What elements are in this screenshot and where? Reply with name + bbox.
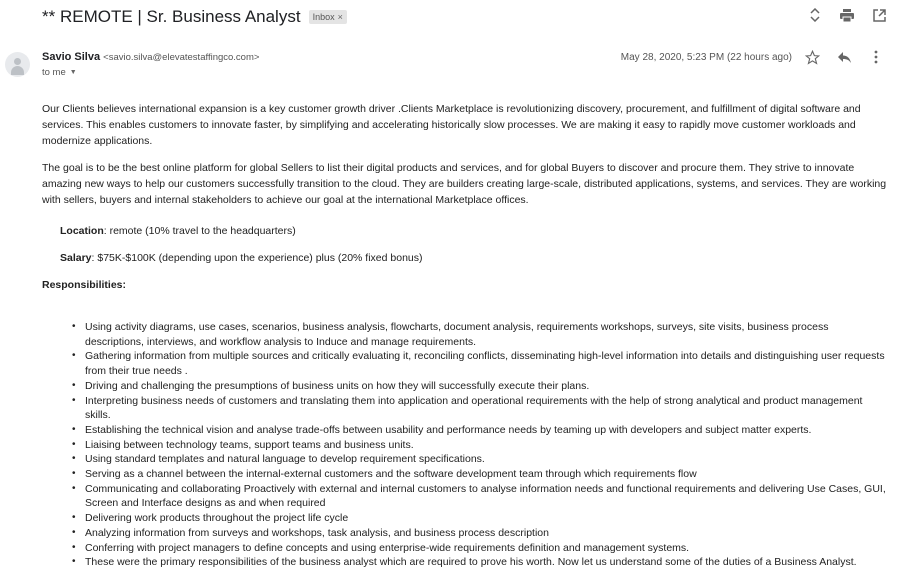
list-item: • Delivering work products throughout the project life cycle — [85, 511, 890, 526]
intro-paragraph: Our Clients believes international expansion is a key customer growth driver .Clients Marketplace is revolutionizing discovery, procurement, and fulfillment of digital software and services. This enables customers to innovate faster, by simplifying and accelerating historically slow processes. We are making it easy to rapidly move customer workloads and modernize applications. — [42, 103, 861, 147]
subject-row — [42, 6, 347, 28]
message-date: May 28, 2020, 5:23 PM (22 hours ago) — [620, 52, 792, 63]
recipient-details[interactable] — [42, 67, 77, 78]
email-subject: ** REMOTE | Sr. Business Analyst — [42, 7, 301, 26]
location-value: : remote (10% travel to the headquarters) — [103, 225, 296, 237]
location-line — [60, 223, 890, 239]
list-item: • Interpreting business needs of customers and translating them into application and operational requirements with the help of strong analytical and product management skills. — [85, 394, 890, 423]
list-item: • Using activity diagrams, use cases, scenarios, business analysis, flowcharts, document analysis, requirements workshops, surveys, site visits, business process descriptions, interviews, and workflow analysis to Induce and manage requirements. — [85, 320, 890, 349]
star-icon[interactable] — [804, 49, 820, 65]
sender-name[interactable]: Savio Silva — [42, 51, 101, 63]
sender-info — [42, 51, 259, 63]
avatar-head-shape — [14, 58, 21, 65]
goal-paragraph: The goal is to be the best online platform for global Sellers to list their digital products and services, and for global Buyers to discover and procure them. They strive to innovate amazing new ways to help our customers successfully transition to the cloud. They are builders creating large-scale, distributed applications, systems, and services. They are working with sellers, buyers and internal stakeholders to achieve our goal at the international Marketplace offices. — [42, 162, 887, 206]
inbox-label-badge[interactable] — [309, 10, 347, 24]
recipient-text: to me — [42, 67, 66, 78]
responsibilities-list — [42, 320, 890, 570]
list-item: • These were the primary responsibilities of the business analyst which are required to prove his worth. Now let us understand some of the duties of a Business Analyst. — [85, 555, 890, 570]
print-icon[interactable] — [840, 8, 854, 22]
salary-value: : $75K-$100K (depending upon the experience) plus (20% fixed bonus) — [91, 252, 423, 264]
list-item: • Liaising between technology teams, support teams and business units. — [85, 438, 890, 453]
message-actions — [804, 49, 884, 65]
show-details-icon[interactable]: ▼ — [69, 69, 77, 76]
responsibilities-title: Responsibilities: — [42, 279, 127, 291]
list-item: • Driving and challenging the presumptions of business units on how they will successfully execute their plans. — [85, 379, 890, 394]
location-label: Location — [60, 225, 104, 237]
more-options-icon[interactable] — [868, 49, 884, 65]
remove-label-icon[interactable]: × — [337, 12, 343, 22]
sender-avatar[interactable] — [5, 52, 30, 77]
list-item: • Conferring with project managers to define concepts and using enterprise-wide requirements definition and management systems. — [85, 541, 890, 556]
message-body — [42, 101, 890, 570]
list-item: • Analyzing information from surveys and workshops, task analysis, and business process description — [85, 526, 890, 541]
inbox-label-text: Inbox — [312, 12, 335, 22]
expand-collapse-icon[interactable] — [808, 8, 822, 22]
thread-actions — [808, 8, 886, 22]
open-new-window-icon[interactable] — [872, 8, 886, 22]
list-item: • Using standard templates and natural language to develop requirement specifications. — [85, 452, 890, 467]
reply-icon[interactable] — [836, 49, 852, 65]
salary-line — [60, 250, 890, 266]
salary-label: Salary — [60, 252, 92, 264]
list-item: • Serving as a channel between the internal-external customers and the software development team through which requirements flow — [85, 467, 890, 482]
list-item: • Gathering information from multiple sources and critically evaluating it, reconciling conflicts, disseminating high-level information into details and distinguishing user requests from their true needs . — [85, 349, 890, 378]
sender-email: <savio.silva@elevatestaffingco.com> — [103, 52, 260, 63]
avatar-body-shape — [11, 66, 24, 75]
list-item: • Communicating and collaborating Proactively with external and internal customers to analyse information needs and functional requirements and delivering Use Cases, GUI, Screen and Interface designs as and when required — [85, 482, 890, 511]
list-item: • Establishing the technical vision and analyse trade-offs between usability and performance needs by teaming up with developers and subject matter experts. — [85, 423, 890, 438]
